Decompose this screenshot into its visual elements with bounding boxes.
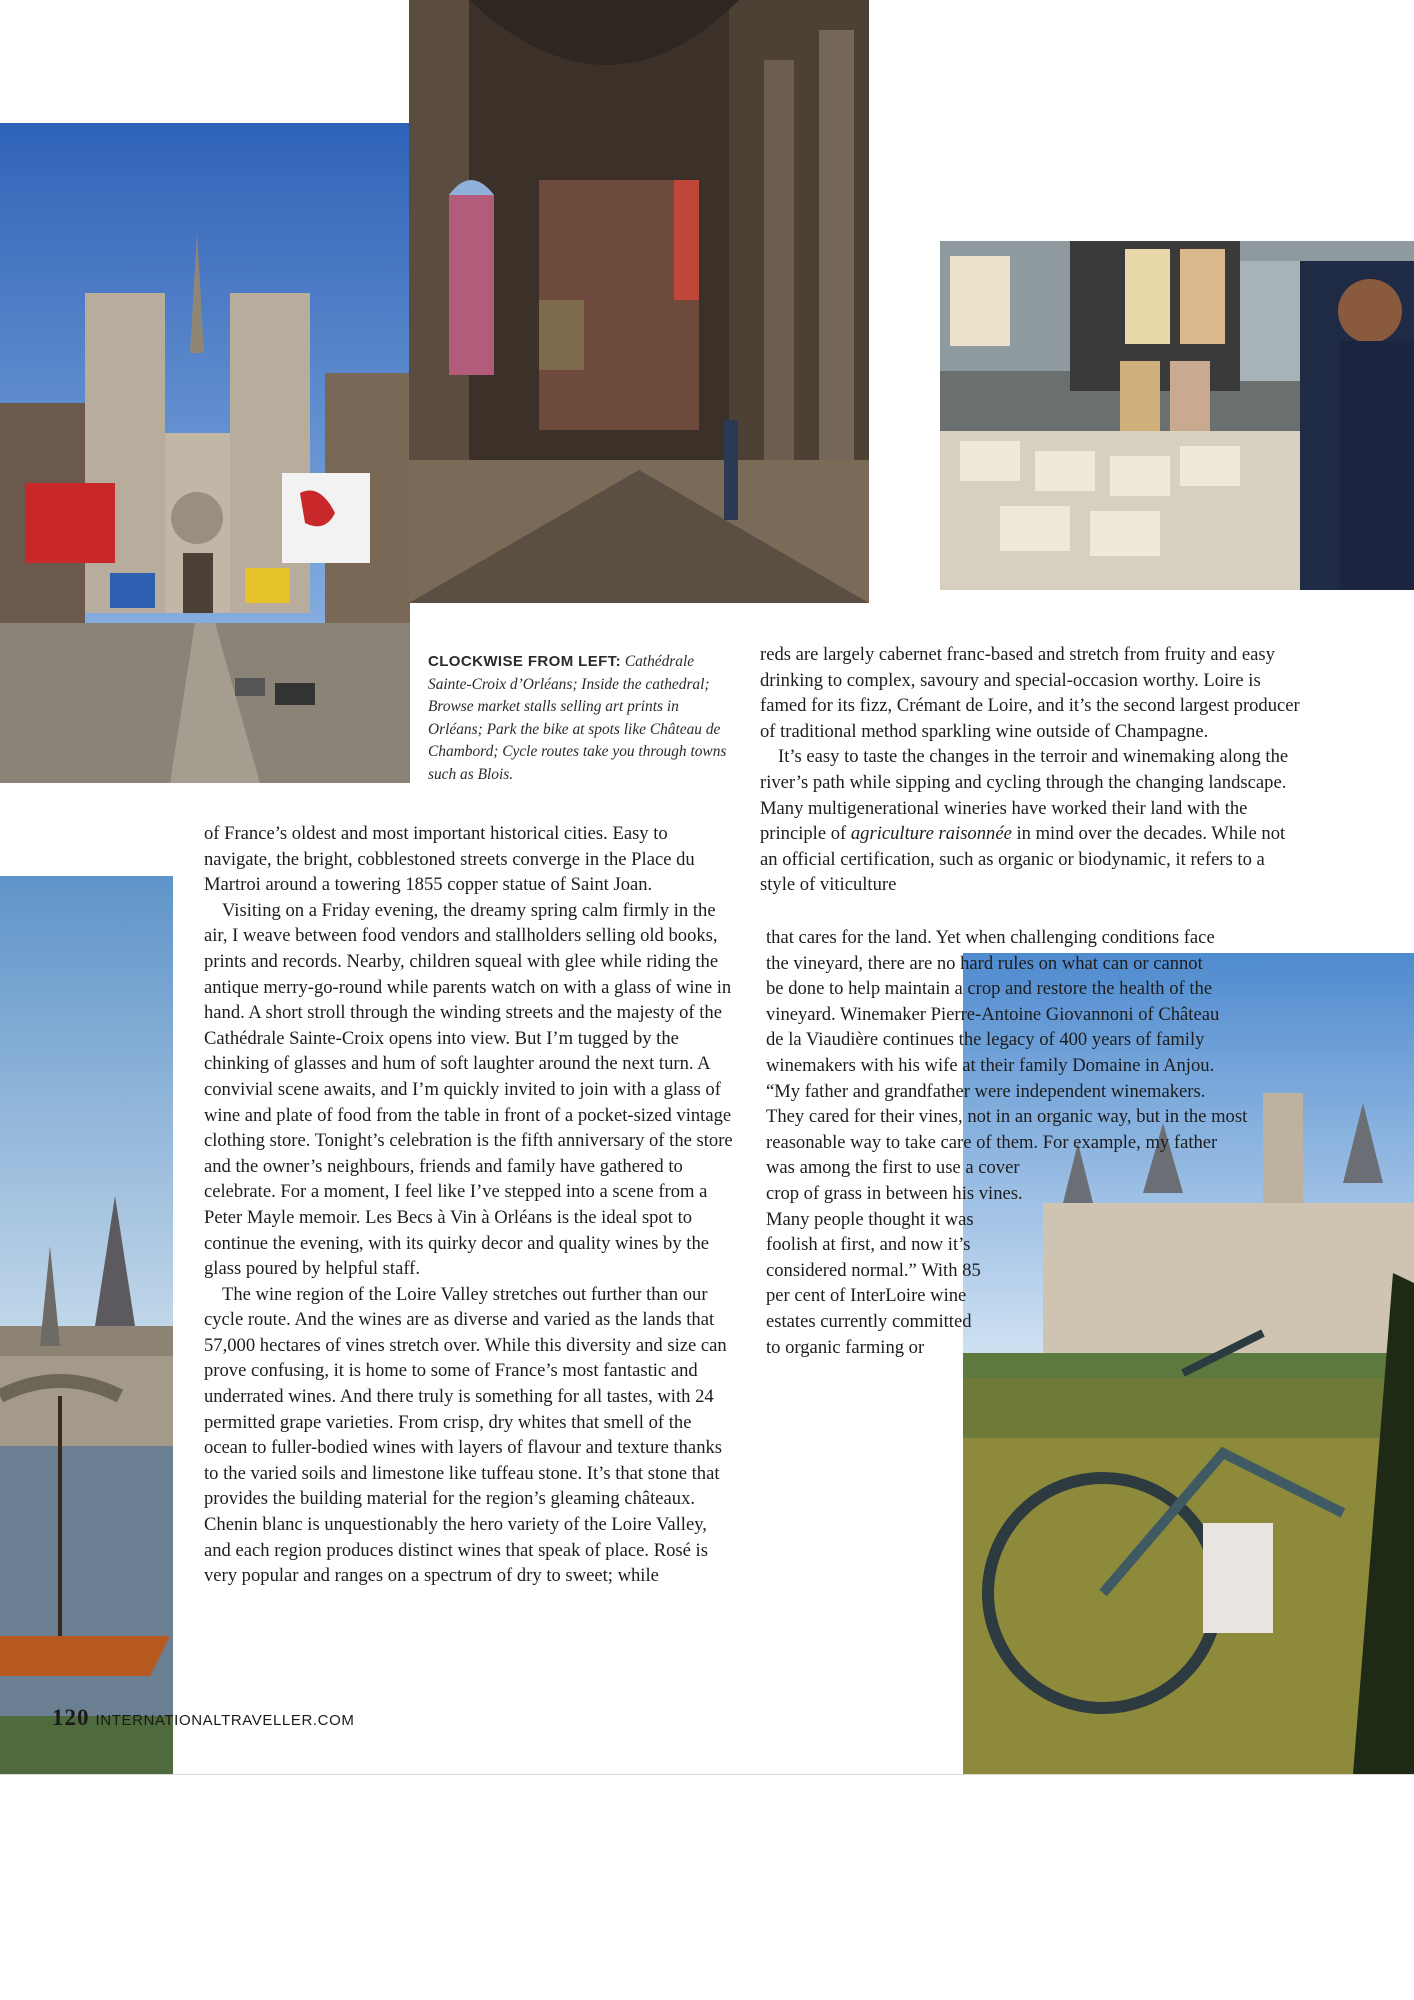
text-line: per cent of InterLoire wine: [766, 1285, 967, 1307]
text-line: vineyard. Winemaker Pierre-Antoine Giovannoni of Château: [766, 1003, 1220, 1025]
page-bottom-divider: [0, 1774, 1414, 1775]
text-line: de la Viaudière continues the legacy of 400 years of family: [766, 1029, 1205, 1051]
paragraph: [760, 744, 1300, 898]
paragraph: reds are largely cabernet franc-based and stretch from fruity and easy drinking to complex, savoury and special-occasion worthy. Loire is famed for its fizz, Crémant de Loire, and it’s the second largest producer of traditional method sparkling wine outside of Champagne.: [760, 644, 1300, 742]
text-line: “My father and grandfather were independent winemakers.: [766, 1080, 1206, 1102]
page-number: 120: [52, 1705, 90, 1730]
text-line: that cares for the land. Yet when challenging conditions face: [766, 927, 1215, 948]
text-line: winemakers with his wife at their family Domaine in Anjou.: [766, 1054, 1215, 1076]
body-column-right-wrap: [766, 925, 1326, 1360]
text-line: considered normal.” With 85: [766, 1259, 981, 1281]
emphasis-text: agriculture raisonnée: [850, 823, 1012, 845]
photo-blois-river: [0, 876, 173, 1774]
photo-caption: [428, 651, 728, 786]
page-folio: [52, 1705, 354, 1731]
photo-market-prints: [940, 241, 1414, 590]
text-line: be done to help maintain a crop and restore the health of the: [766, 978, 1213, 1000]
body-column-left: [204, 821, 736, 1589]
paragraph: The wine region of the Loire Valley stretches out further than our cycle route. And the wines are as diverse and varied as the lands that 57,000 hectares of vines stretch over. While this diversity and size can prove confusing, it is home to some of France’s most fantastic and underrated wines. And there truly is something for all tastes, with 24 permitted grape varieties. From crisp, dry whites that smell of the ocean to fuller-bodied wines with layers of flavour and texture thanks to the varied soils and limestone like tuffeau stone. It’s that stone that provides the building material for the region’s gleaming châteaux. Chenin blanc is unquestionably the hero variety of the Loire Valley, and each region produces distinct wines that speak of place. Rosé is very popular and ranges on a spectrum of dry to sweet; while: [204, 1283, 727, 1587]
paragraph-text: It’s easy to taste the changes in the terroir and winemaking along the river’s path while sipping and cycling through the changing landscape. Many multigenerational wineries have worked their land with the principle of: [760, 746, 1289, 845]
text-line: estates currently committed: [766, 1310, 972, 1332]
photo-cathedral-interior: [409, 0, 869, 603]
text-line: the vineyard, there are no hard rules on what can or cannot: [766, 952, 1203, 974]
website-url: INTERNATIONALTRAVELLER.COM: [95, 1712, 355, 1729]
text-line: foolish at first, and now it’s: [766, 1234, 971, 1256]
text-line: reasonable way to take care of them. For example, my father: [766, 1131, 1218, 1153]
text-line: They cared for their vines, not in an organic way, but in the most: [766, 1106, 1248, 1128]
caption-text: Cathédrale Sainte-Croix d’Orléans; Inside the cathedral; Browse market stalls selling art prints in Orléans; Park the bike at spots like Château de Chambord; Cycle routes take you through towns such as Blois.: [428, 653, 727, 783]
caption-lead: CLOCKWISE FROM LEFT:: [428, 653, 621, 670]
text-line: was among the first to use a cover: [766, 1157, 1020, 1179]
paragraph: Visiting on a Friday evening, the dreamy spring calm firmly in the air, I weave between food vendors and stallholders selling old books, prints and records. Nearby, children squeal with glee while riding the antique merry-go-round while parents watch on with a glass of wine in hand. A short stroll through the winding streets and the majesty of the Cathédrale Sainte-Croix opens into view. But I’m tugged by the chinking of glasses and hum of soft laughter around the next turn. A convivial scene awaits, and I’m quickly invited to join with a glass of wine and plate of food from the table in front of a pocket-sized vintage clothing store. Tonight’s celebration is the fifth anniversary of the store and the owner’s neighbours, friends and family have gathered to celebrate. For a moment, I feel like I’ve stepped into a scene from a Peter Mayle memoir. Les Becs à Vin à Orléans is the ideal spot to continue the evening, with its quirky decor and quality wines by the glass poured by helpful staff.: [204, 899, 733, 1280]
paragraph-text: in mind over the decades. While not an official certification, such as organic or biodynamic, it refers to a style of viticulture: [760, 823, 1286, 896]
text-line: crop of grass in between his vines.: [766, 1182, 1023, 1204]
body-column-right: [760, 642, 1300, 898]
paragraph: of France’s oldest and most important historical cities. Easy to navigate, the bright, cobblestoned streets converge in the Place du Martroi around a towering 1855 copper statue of Saint Joan.: [204, 823, 695, 896]
text-line: to organic farming or: [766, 1336, 925, 1358]
text-line: Many people thought it was: [766, 1208, 974, 1230]
photo-cathedral-exterior: [0, 123, 410, 783]
